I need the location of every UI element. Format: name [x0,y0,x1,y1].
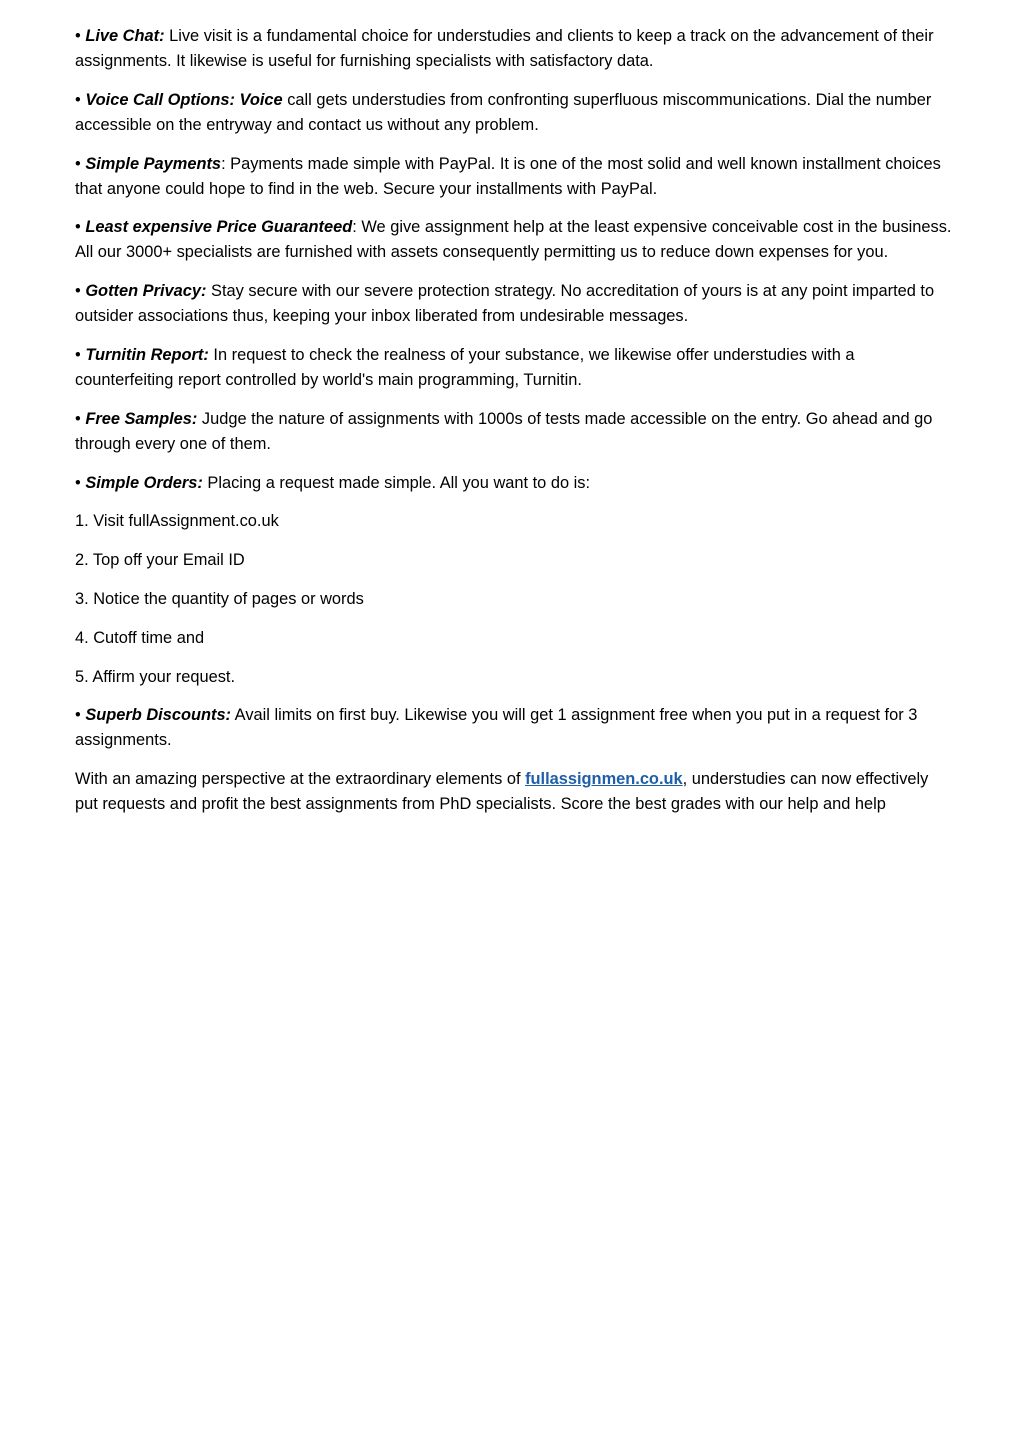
document-body [75,24,955,831]
bullet-term: Simple Payments [85,154,222,173]
bullet-term: Least expensive Price Guaranteed [85,218,353,237]
bullet-simple-payments [75,152,955,202]
bullet-term: Turnitin Report: [85,345,209,364]
bullet-text: : Payments made simple with PayPal. It is one of the most solid and well known installment choices that anyone could hope to find in the web. Secure your installments with PayPal. [75,154,941,198]
bullet-text: : We give assignment help at the least expensive conceivable cost in the business. All our 3000+ specialists are furnished with assets consequently permitting us to reduce down expenses for you. [75,218,952,262]
bullet-term: Live Chat: [85,27,165,45]
bullet-marker: • [75,90,81,109]
bullet-marker: • [75,282,81,301]
bullet-privacy [75,279,955,329]
bullet-marker: • [75,706,81,725]
step-item: 1. Visit fullAssignment.co.uk [75,512,279,531]
bullet-marker: • [75,218,81,237]
bullet-text: Placing a request made simple. All you want to do is: [202,473,591,492]
step-item: 4. Cutoff time and [75,628,205,647]
bullet-marker: • [75,473,81,492]
bullet-term: Free Samples: [85,409,198,428]
bullet-marker: • [75,345,81,364]
bullet-marker: • [75,154,81,173]
bullet-term: Gotten Privacy: [85,282,207,301]
bullet-voice-call [75,88,955,138]
bullet-text: In request to check the realness of your substance, we likewise offer understudies with a counterfeiting report controlled by world's main programming, Turnitin. [75,345,855,389]
step-item: 2. Top off your Email ID [75,551,245,570]
bullet-text: call gets understudies from confronting superfluous miscommunications. Dial the number accessible on the entryway and contact us without any problem. [75,90,932,134]
bullet-term: Superb Discounts: [85,706,232,725]
step-item: 3. Notice the quantity of pages or words [75,589,364,608]
closing-text-after: , understudies can now effectively put requests and profit the best assignments from PhD specialists. Score the best grades with our help and help [75,770,929,814]
bullet-superb-discounts [75,703,955,753]
bullet-turnitin-report [75,343,955,393]
bullet-marker: • [75,27,81,45]
bullet-text: Live visit is a fundamental choice for understudies and clients to keep a track on the advancement of their assignments. It likewise is useful for furnishing specialists with satisfactory data. [75,27,934,70]
closing-text-before: With an amazing perspective at the extraordinary elements of [75,770,526,789]
closing-paragraph [75,767,955,817]
bullet-simple-orders [75,471,955,496]
bullet-price-guaranteed [75,215,955,265]
bullet-text: Stay secure with our severe protection strategy. No accreditation of yours is at any point imparted to outsider associations thus, keeping your inbox liberated from undesirable messages. [75,282,935,326]
bullet-free-samples [75,407,955,457]
bullet-live-chat [75,24,955,74]
bullet-term: Voice Call Options: Voice [85,90,283,109]
bullet-text: Judge the nature of assignments with 1000s of tests made accessible on the entry. Go ahead and go through every one of them. [75,409,933,453]
bullet-term: Simple Orders: [85,473,203,492]
step-item: 5. Affirm your request. [75,667,236,686]
site-link[interactable]: fullassignmen.co.uk [525,770,683,789]
bullet-marker: • [75,409,81,428]
bullet-text: Avail limits on first buy. Likewise you will get 1 assignment free when you put in a request for 3 assignments. [75,706,918,750]
